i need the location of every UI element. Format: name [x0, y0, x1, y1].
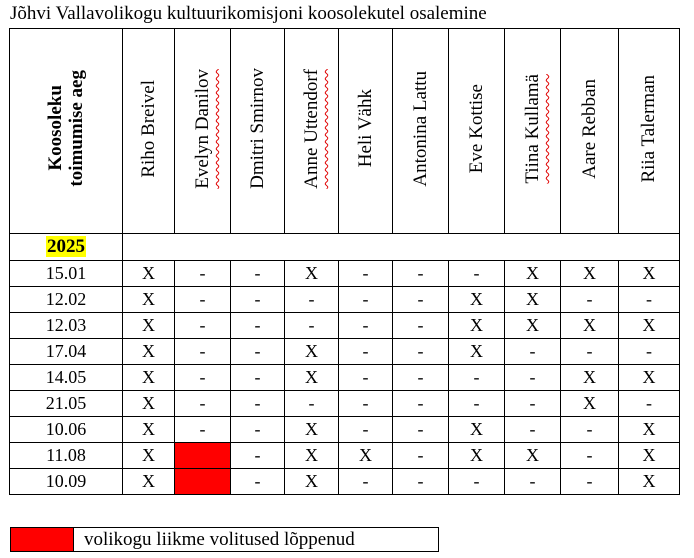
attendance-cell: X — [561, 261, 619, 287]
member-column-header — [619, 29, 680, 234]
attendance-cell: - — [505, 365, 561, 391]
attendance-cell: - — [449, 261, 505, 287]
legend-swatch — [11, 528, 74, 551]
attendance-cell: X — [123, 391, 175, 417]
member-name: Eve Kottise — [465, 83, 487, 174]
member-name: Riia Talerman — [638, 74, 659, 183]
member-column-header — [449, 29, 505, 234]
member-column-header — [231, 29, 285, 234]
attendance-cell: - — [505, 339, 561, 365]
member-name: Aare Rebban — [578, 78, 600, 179]
table-row — [10, 313, 680, 339]
attendance-cell: X — [619, 313, 680, 339]
attendance-cell: X — [339, 443, 393, 469]
attendance-cell: - — [561, 417, 619, 443]
table-row — [10, 287, 680, 313]
attendance-cell: - — [393, 261, 449, 287]
member-name: Antonina Lattu — [409, 70, 431, 187]
table-row — [10, 417, 680, 443]
member-name: Dmitri Smirnov — [246, 68, 268, 189]
document-title: Jõhvi Vallavolikogu kultuurikomisjoni koosolekutel osalemine — [10, 3, 487, 24]
attendance-cell: X — [449, 339, 505, 365]
member-column-header — [393, 29, 449, 234]
attendance-cell: - — [505, 469, 561, 495]
member-name: Tiina Kullamä — [521, 73, 543, 184]
attendance-cell: - — [339, 417, 393, 443]
meeting-date: 14.05 — [10, 365, 123, 391]
meeting-date: 11.08 — [10, 443, 123, 469]
attendance-cell: X — [505, 287, 561, 313]
attendance-cell: - — [231, 365, 285, 391]
table-row — [10, 339, 680, 365]
attendance-cell: - — [619, 287, 680, 313]
attendance-cell: - — [175, 391, 231, 417]
mandate-ended-cell — [175, 469, 231, 495]
attendance-cell: - — [231, 287, 285, 313]
attendance-cell: X — [449, 313, 505, 339]
attendance-table — [9, 28, 680, 495]
meeting-date: 15.01 — [10, 261, 123, 287]
date-column-header — [10, 29, 123, 234]
attendance-cell: X — [449, 417, 505, 443]
attendance-cell: X — [561, 391, 619, 417]
attendance-cell: X — [505, 443, 561, 469]
year-row — [10, 234, 680, 261]
attendance-cell: X — [123, 287, 175, 313]
member-column-header — [175, 29, 231, 234]
attendance-cell: X — [619, 261, 680, 287]
meeting-date: 12.02 — [10, 287, 123, 313]
attendance-cell: - — [619, 391, 680, 417]
table-row — [10, 365, 680, 391]
attendance-cell: - — [285, 287, 339, 313]
mandate-ended-cell — [175, 443, 231, 469]
attendance-cell: - — [175, 365, 231, 391]
attendance-cell: - — [285, 313, 339, 339]
table-row — [10, 443, 680, 469]
attendance-cell: - — [339, 469, 393, 495]
member-column-header — [285, 29, 339, 234]
table-row — [10, 469, 680, 495]
attendance-cell: X — [123, 261, 175, 287]
attendance-cell: X — [619, 469, 680, 495]
attendance-cell: - — [339, 287, 393, 313]
legend — [10, 527, 439, 552]
year-row-blank — [123, 234, 680, 261]
attendance-cell: - — [339, 365, 393, 391]
attendance-cell: X — [285, 417, 339, 443]
attendance-cell: X — [449, 443, 505, 469]
attendance-cell: - — [231, 469, 285, 495]
attendance-cell: - — [231, 417, 285, 443]
meeting-date: 17.04 — [10, 339, 123, 365]
attendance-cell: - — [561, 443, 619, 469]
attendance-cell: X — [505, 261, 561, 287]
table-row — [10, 391, 680, 417]
attendance-cell: - — [449, 365, 505, 391]
meeting-date: 21.05 — [10, 391, 123, 417]
attendance-cell: - — [339, 339, 393, 365]
attendance-cell: - — [393, 391, 449, 417]
member-column-header — [505, 29, 561, 234]
attendance-cell: - — [393, 339, 449, 365]
attendance-cell: - — [393, 469, 449, 495]
attendance-cell: X — [619, 417, 680, 443]
attendance-cell: - — [505, 417, 561, 443]
attendance-cell: - — [231, 339, 285, 365]
attendance-cell: X — [123, 313, 175, 339]
attendance-cell: X — [123, 417, 175, 443]
attendance-cell: - — [449, 469, 505, 495]
attendance-cell: X — [123, 339, 175, 365]
attendance-cell: X — [123, 469, 175, 495]
attendance-cell: - — [393, 313, 449, 339]
attendance-cell: - — [393, 365, 449, 391]
attendance-cell: - — [231, 313, 285, 339]
member-name: Heli Vähk — [354, 89, 376, 168]
attendance-cell: - — [505, 391, 561, 417]
attendance-cell: X — [449, 287, 505, 313]
attendance-cell: X — [285, 443, 339, 469]
attendance-cell: X — [123, 365, 175, 391]
attendance-cell: - — [561, 339, 619, 365]
attendance-cell: X — [285, 469, 339, 495]
attendance-cell: - — [339, 261, 393, 287]
attendance-cell: X — [285, 339, 339, 365]
attendance-cell: - — [449, 391, 505, 417]
member-column-header — [561, 29, 619, 234]
attendance-cell: X — [285, 365, 339, 391]
attendance-cell: - — [619, 339, 680, 365]
member-name: Anne Uttendorf — [300, 68, 322, 189]
attendance-cell: - — [175, 417, 231, 443]
attendance-cell: X — [561, 313, 619, 339]
attendance-cell: - — [393, 443, 449, 469]
date-header-line1: Koosoleku — [45, 85, 66, 172]
attendance-cell: - — [175, 261, 231, 287]
attendance-cell: X — [619, 365, 680, 391]
attendance-cell: - — [175, 313, 231, 339]
meeting-date: 10.09 — [10, 469, 123, 495]
attendance-cell: - — [231, 391, 285, 417]
attendance-cell: X — [285, 261, 339, 287]
year-cell — [10, 234, 123, 261]
attendance-cell: - — [561, 287, 619, 313]
attendance-cell: - — [339, 313, 393, 339]
attendance-cell: - — [285, 391, 339, 417]
meeting-date: 10.06 — [10, 417, 123, 443]
attendance-cell: - — [175, 287, 231, 313]
attendance-cell: - — [231, 261, 285, 287]
attendance-cell: X — [561, 365, 619, 391]
attendance-cell: - — [393, 417, 449, 443]
attendance-cell: - — [393, 287, 449, 313]
member-name: Evelyn Danilov — [191, 68, 213, 189]
member-name: Riho Breivel — [137, 79, 159, 178]
member-column-header — [123, 29, 175, 234]
attendance-cell: - — [175, 339, 231, 365]
attendance-cell: - — [561, 469, 619, 495]
header-row — [10, 29, 680, 234]
attendance-cell: X — [619, 443, 680, 469]
member-column-header — [339, 29, 393, 234]
legend-text: volikogu liikme volitused lõppenud — [84, 529, 355, 550]
attendance-cell: - — [231, 443, 285, 469]
meeting-date: 12.03 — [10, 313, 123, 339]
attendance-cell: X — [123, 443, 175, 469]
attendance-cell: X — [505, 313, 561, 339]
attendance-cell: - — [339, 391, 393, 417]
year-label: 2025 — [47, 236, 85, 257]
table-row — [10, 261, 680, 287]
date-header-line2: toimumise aeg — [66, 70, 87, 187]
